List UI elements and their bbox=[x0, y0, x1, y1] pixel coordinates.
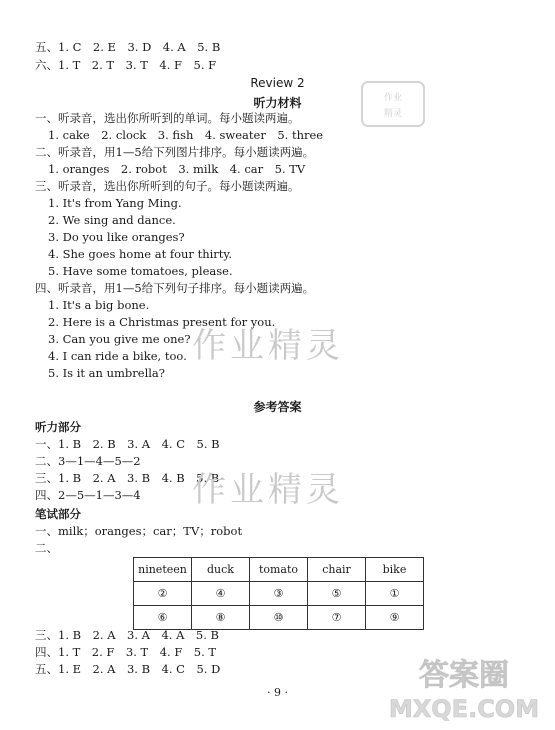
table-row bbox=[134, 558, 424, 582]
table-cell: ⑨ bbox=[366, 606, 424, 630]
answer-line-5: 五、1. C 2. E 3. D 4. A 5. B bbox=[35, 40, 221, 54]
table-cell: duck bbox=[192, 558, 250, 582]
answer-line: 一、1. B 2. B 3. A 4. C 5. B bbox=[35, 437, 220, 451]
svg-text:MXQE.COM: MXQE.COM bbox=[388, 695, 540, 723]
table-cell: ⑥ bbox=[134, 606, 192, 630]
list-item: 4. She goes home at four thirty. bbox=[48, 247, 233, 261]
table-cell: chair bbox=[308, 558, 366, 582]
list-item: 3. Do you like oranges? bbox=[48, 230, 185, 244]
answer-line: 五、1. E 2. A 3. B 4. C 5. D bbox=[35, 662, 221, 676]
table-cell: bike bbox=[366, 558, 424, 582]
list-item: 1. It's a big bone. bbox=[48, 298, 150, 312]
table-row bbox=[134, 606, 424, 630]
list-item: 1. It's from Yang Ming. bbox=[48, 196, 182, 210]
section2-heading: 二、听录音，用1—5给下列图片排序。每小题读两遍。 bbox=[35, 145, 315, 159]
svg-text:精灵: 精灵 bbox=[383, 109, 403, 119]
corner-logo bbox=[379, 649, 549, 724]
review-title: Review 2 bbox=[250, 76, 305, 90]
section1-line: 1. cake 2. clock 3. fish 4. sweater 5. three bbox=[48, 128, 324, 142]
svg-text:作业: 作业 bbox=[383, 93, 403, 103]
answer-line-prefix: 二、 bbox=[35, 541, 58, 555]
answer-line: 三、1. B 2. A 3. A 4. A 5. B bbox=[35, 628, 219, 642]
list-item: 5. Have some tomatoes, please. bbox=[48, 264, 233, 278]
answer-line: 四、2—5—1—3—4 bbox=[35, 488, 141, 502]
listening-part-title: 听力部分 bbox=[35, 420, 81, 434]
list-item: 5. Is it an umbrella? bbox=[48, 366, 165, 380]
list-item: 4. I can ride a bike, too. bbox=[48, 349, 187, 363]
watermark: 作业精灵 bbox=[192, 326, 344, 366]
section2-line: 1. oranges 2. robot 3. milk 4. car 5. TV bbox=[48, 162, 306, 176]
table-cell: ⑦ bbox=[308, 606, 366, 630]
table-cell: ② bbox=[134, 582, 192, 606]
svg-text:答案圈: 答案圈 bbox=[419, 658, 509, 693]
section1-heading: 一、听录音，选出你所听到的单词。每小题读两遍。 bbox=[35, 111, 300, 125]
answer-line: 三、1. B 2. A 3. B 4. B 5. B bbox=[35, 471, 220, 485]
table-cell: ① bbox=[366, 582, 424, 606]
table-cell: nineteen bbox=[134, 558, 192, 582]
table-cell: ⑧ bbox=[192, 606, 250, 630]
table-row bbox=[134, 582, 424, 606]
list-item: 2. We sing and dance. bbox=[48, 213, 176, 227]
section4-heading: 四、听录音，用1—5给下列句子排序。每小题读两遍。 bbox=[35, 281, 315, 295]
listening-material-title: 听力材料 bbox=[253, 96, 302, 110]
answer-line: 一、milk；oranges；car；TV；robot bbox=[35, 524, 243, 538]
answer-line: 二、3—1—4—5—2 bbox=[35, 454, 141, 468]
watermark: 作业精灵 bbox=[192, 470, 344, 510]
answer-table bbox=[133, 557, 424, 630]
answer-key-title: 参考答案 bbox=[253, 400, 302, 414]
table-cell: ⑩ bbox=[250, 606, 308, 630]
table-cell: ③ bbox=[250, 582, 308, 606]
written-part-title: 笔试部分 bbox=[35, 507, 81, 521]
answer-line: 四、1. T 2. F 3. T 4. F 5. T bbox=[35, 645, 217, 659]
answer-line-6: 六、1. T 2. T 3. T 4. F 5. F bbox=[35, 58, 217, 72]
page-number: · 9 · bbox=[267, 686, 288, 699]
section3-heading: 三、听录音，选出你所听到的句子。每小题读两遍。 bbox=[35, 179, 300, 193]
table-cell: ④ bbox=[192, 582, 250, 606]
list-item: 2. Here is a Christmas present for you. bbox=[48, 315, 276, 329]
list-item: 3. Can you give me one? bbox=[48, 332, 191, 346]
table-cell: tomato bbox=[250, 558, 308, 582]
table-cell: ⑤ bbox=[308, 582, 366, 606]
